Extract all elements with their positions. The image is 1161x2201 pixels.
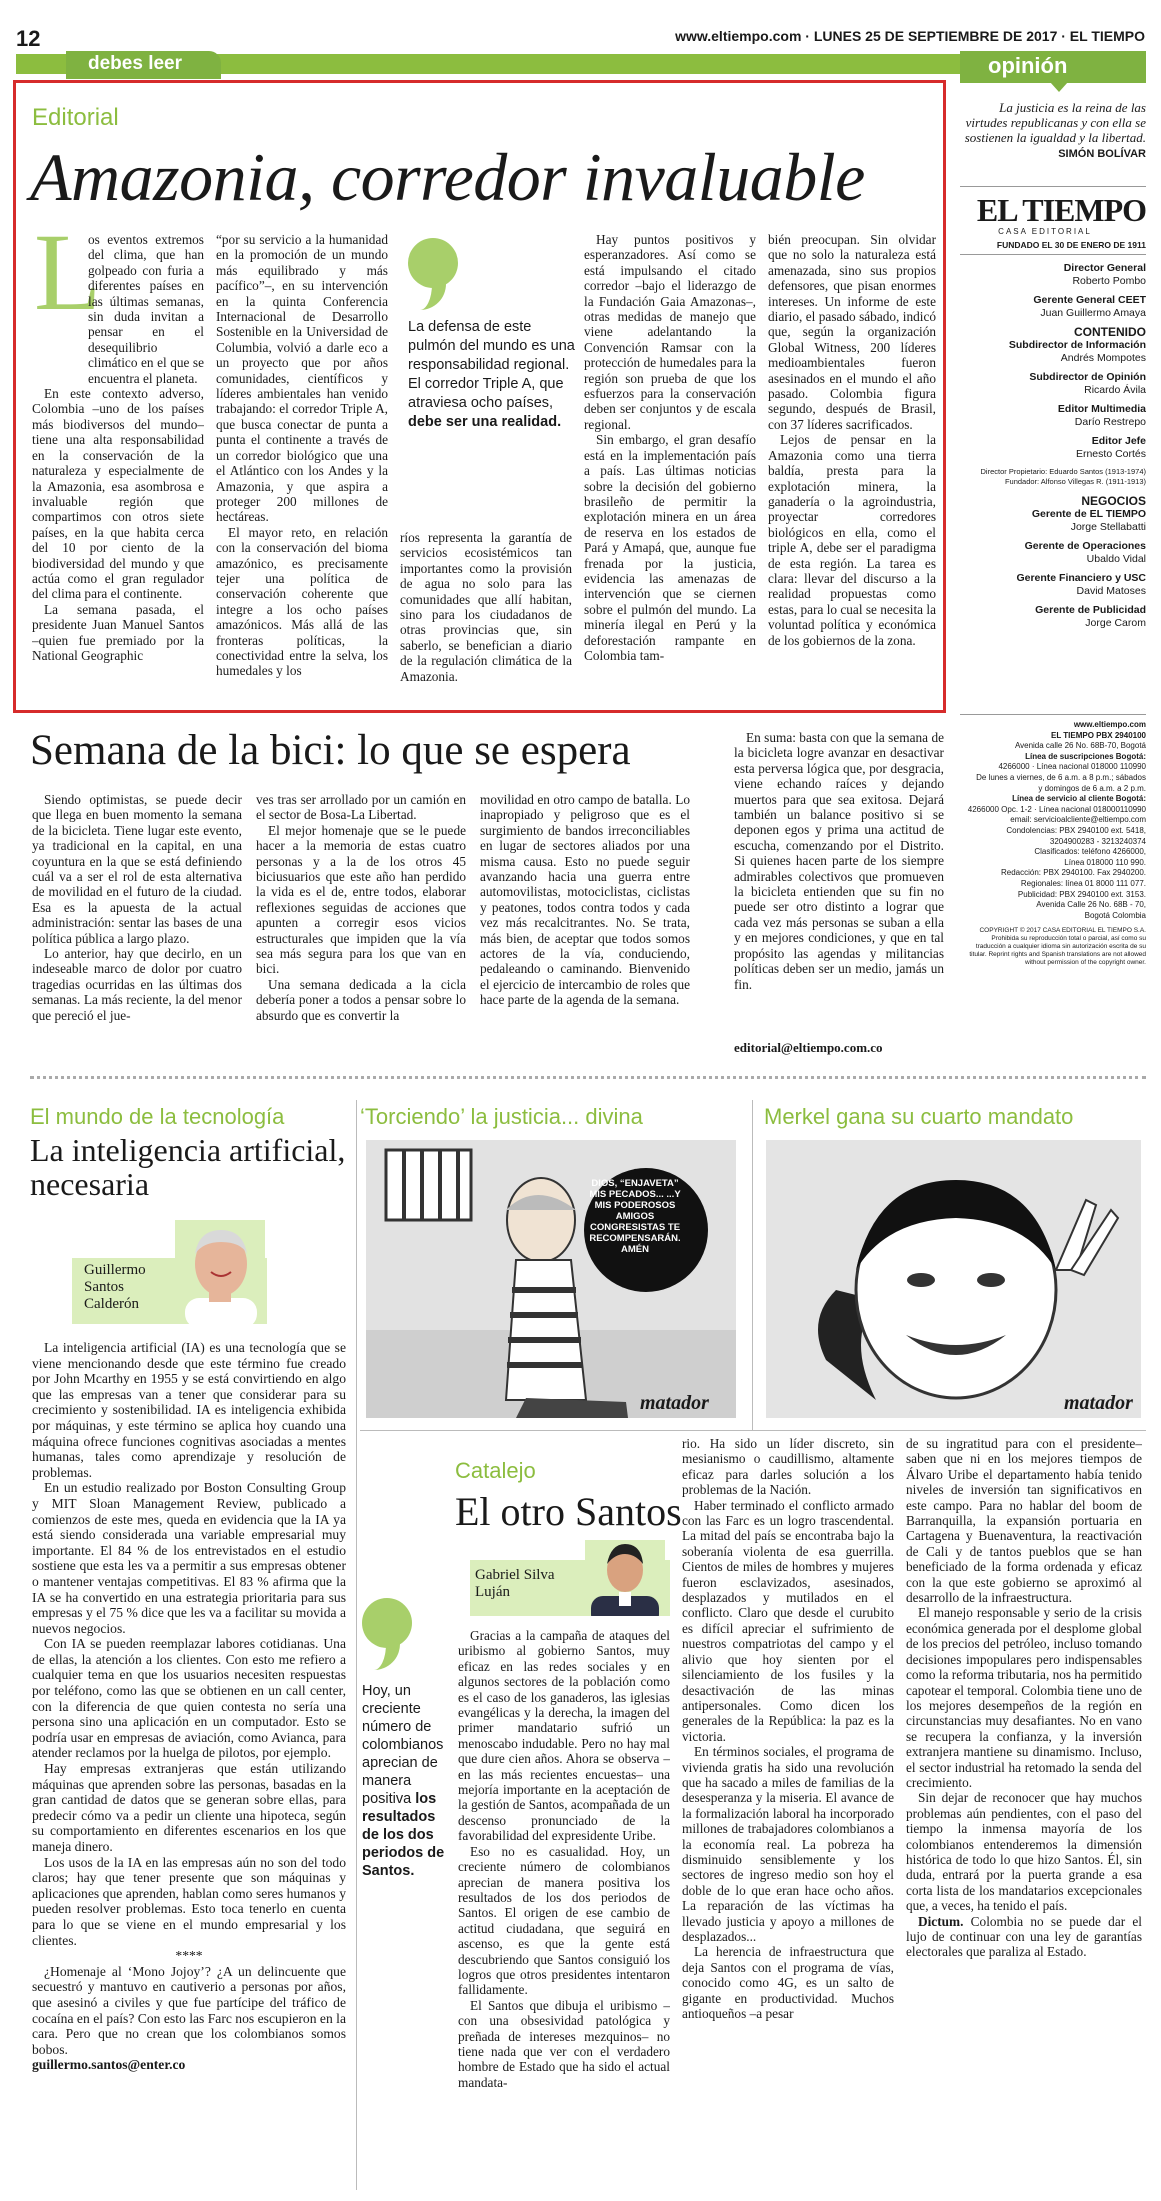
catalejo-pull-quote: Hoy, un creciente número de colombianos aprecian de manera positiva los resultados de los dos periodos de Santos. bbox=[362, 1683, 445, 1879]
tab-debes-leer[interactable]: debes leer bbox=[66, 51, 221, 79]
date-line: www.eltiempo.com · LUNES 25 DE SEPTIEMBRE DE 2017 · EL TIEMPO bbox=[675, 28, 1145, 44]
catalejo-title: El otro Santos bbox=[455, 1489, 682, 1534]
bici-email[interactable]: editorial@eltiempo.com.co bbox=[734, 1040, 883, 1055]
masthead-divider bbox=[960, 186, 1146, 187]
avatar bbox=[585, 1540, 665, 1616]
masthead-staff: Director General Roberto Pombo Gerente General CEET Juan Guillermo Amaya CONTENIDO Subdirector de Información Andrés Mompotes Subdirector de Opinión Ricardo Ávila Editor Multimedia Darío Restrepo Editor Jefe Ernesto Cortés Director Propietario: Eduardo Santos (1913-1974) Fundador: Alfonso Villegas R. (1911-1913) NEGOCIOS Gerente de EL TIEMPO Jorge Stellabatti Gerente de Operaciones Ubaldo Vidal Gerente Financiero y USC David Matoses Gerente de Publicidad Jorge Carom bbox=[980, 262, 1146, 629]
catalejo-col-3: de su ingratitud para con el presidente– saben que ni en los mejores tiempos de Álvaro Uribe el departamento había tenido niveles de inversión tan significativos en este campo. Para no hablar del boom de Barranquilla, la expansión portuaria en Cartagena y Buenaventura, la reactivación de Cali y de tantos pueblos que se han beneficiado de la forma ordenada y eficaz con la que este gobierno se aproximó al desarrollo de la infraestructura. El manejo responsable y serio de la crisis económica generada por el desplome global de los precios del petróleo, incluso tomando decisiones impopulares pero indispensables como la reforma tributaria, nos ha permitido capotear el temporal. Colombia tiene uno de los mejores desempeños de la región en circunstancias muy desafiantes. No en vano se recupera la confianza, y la inversión extranjera mantiene su dinamismo. Incluso, el sector industrial ha retomado la senda del crecimiento. Sin dejar de reconocer que hay muchos problemas aún pendientes, con el paso del tiempo la inmensa mayoría de los colombianos entenderemos la dimensión histórica de todo lo que hizo Santos. Él, sin duda, entrará por la puerta grande a esa corta lista de los mandatarios excepcionales que, a veces, ha tenido el país. Dictum. Colombia no se puede dar el lujo de continuar con una ley de garantías electorales que paraliza al Estado. bbox=[906, 1436, 1142, 1960]
col-divider-2 bbox=[752, 1100, 753, 1430]
masthead-casa: CASA EDITORIAL bbox=[998, 227, 1092, 236]
editorial-col-3: ríos representa la garantía de servicios ecosistémicos tan importantes como la provisión de agua no solo para las comunidades que allí habitan, sino para los ciudadanos de otras provincias que, sin saberlo, se benefician a diario de la regulación climática de la Amazonia. bbox=[400, 530, 572, 684]
cartoon-merkel bbox=[766, 1140, 1141, 1418]
bici-col-2: ves tras ser arrollado por un camión en el sector de Bosa-La Libertad. El mejor homenaje que se le puede hacer a la memoria de estas cuatro personas y a la de los otros 45 biciusuarios que este año han perdido la vida es el de, entre todos, elaborar reflexiones seguidas de acciones que apunten a corregir esos vicios estructurales que impiden que la vía sea más segura para los que van en bici. Una semana dedicada a la cicla debería poner a todos a pensar sobre lo absurdo que es convertir la bbox=[256, 792, 466, 1023]
editorial-col-4: Hay puntos positivos y esperanzadores. Así como se está impulsando el citado corredor –bajo el liderazgo de la Fundación Gaia Amazonas–, otras medidas de manejo que viene adelantando la Convención Ramsar con la protección de humedales para la región son prueba de que los esfuerzos para la conservación deben ser conjuntos y de escala regional. Sin embargo, el gran desafío está en la implementación país a país. Las últimas noticias sobre la decisión del gobierno brasileño de permitir la explotación minera en un área de reserva en los estados de Pará y Amapá, que, aunque fue frenada por la justicia, evidencia las amenazas de intervención que se ciernen sobre el pulmón del mundo. La minería ilegal en Perú y la deforestación rampante en Colombia tam- bbox=[584, 232, 756, 663]
bici-col-3: movilidad en otro campo de batalla. Lo inapropiado y peligroso que es el surgimiento de bandos irreconciliables en lugar de sectores aliados por una misma causa. Esto no puede seguir avanzando hacia una guerra entre automovilistas, motociclistas, ciclistas y peatones, todos contra todos y cada vez más recalcitrantes. No. Se trata, más bien, de aceptar que todos somos actores de la vía, conduciendo, pedaleando o caminando. Bienvenido el ejercicio de intercambio de roles que hace parte de la agenda de la semana. bbox=[480, 792, 690, 1008]
catalejo-author: Gabriel Silva Luján bbox=[475, 1567, 555, 1600]
bolivar-quote: La justicia es la reina de las virtudes republicanas y con ella se sostienen la igualdad y la libertad. SIMÓN BOLÍVAR bbox=[964, 100, 1146, 160]
masthead-founded: FUNDADO EL 30 DE ENERO DE 1911 bbox=[996, 240, 1146, 250]
editorial-col-1: os eventos extremos del clima, que han golpeado con furia a diferentes países en las últimas semanas, sin duda invitan a pensar en el desequilibrio climático en el que se encuentra el planeta. En este contexto adverso, Colombia –uno de los países más biodiversos del mundo– tiene una alta responsabilidad en la conservación de la naturaleza y especialmente de la Amazonia, esa asombrosa e invaluable región que compartimos con otros siete países, en la que habita cerca del 10 por ciento de la biodiversidad del mundo y que actúa como el gran regulador del clima para el continente. La semana pasada, el presidente Juan Manuel Santos –quien fue premiado por la National Geographic bbox=[32, 232, 204, 663]
catalejo-col-2: rio. Ha sido un líder discreto, sin mesianismo o caudillismo, altamente eficaz para darles solución a los problemas de la Nación. Haber terminado el conflicto armado con las Farc es un logro trascendental. La mitad del país se encontraba bajo la soberanía violenta de esa guerrilla. Cientos de miles de hombres y mujeres fueron esclavizados, asesinados, desplazados y mutilados en el conflicto. Claro que desde el curubito es difícil apreciar el sufrimiento de nuestros compatriotas del campo y el alivio que hoy sienten por el silenciamiento de los fusiles y la desactivación de las minas antipersonales. Como dicen los generales de la República: la paz es la victoria. En términos sociales, el programa de vivienda gratis ha sido una revolución que ha sacado a miles de familias de la desesperanza y la miseria. El avance de la formalización laboral ha incorporado millones de trabajadores colombianos a la economía real. La pobreza ha disminuido sensiblemente y los sectores de ingreso medio son hoy el doble de lo que eran hace ocho años. La reparación de las víctimas ha llevado justicia y apoyo a millones de desplazados... La herencia de infraestructura que deja Santos con el programa de vías, conocido como 4G, es un salto de gigante en productividad. Muchos antioqueños –a pesar bbox=[682, 1436, 894, 2022]
tech-kicker: El mundo de la tecnología bbox=[30, 1104, 285, 1129]
quote-mark-tail bbox=[374, 1632, 400, 1670]
cartoon1-signature: matador bbox=[640, 1392, 709, 1414]
avatar bbox=[175, 1220, 265, 1324]
bici-col-4: En suma: basta con que la semana de la bicicleta logre avanzar en desactivar esta perversa lógica que, por desgracia, viene echando raíces y dejando muertos para que sea exitosa. Dejará también un balance positivo si se deponen egos y prima una actitud de escucha, comenzando por el Distrito. Si quienes hacen parte de los siempre admirables colectivos que promueven la bicicleta entienden que su fin no puede ser otro distinto a lograr que cada vez más personas se suban a ella y en mejores condiciones, y que en tal propósito las agendas y militancias políticas deben ser un medio, jamás un fin. bbox=[734, 730, 944, 992]
editorial-dropcap: L bbox=[34, 211, 102, 333]
catalejo-col-1: Gracias a la campaña de ataques del uribismo al gobierno Santos, muy eficaz en las redes sociales y en algunos sectores de la población como es el caso de los ganaderos, las iglesias evangélicas y la derecha, la imagen del primer mandatario sufrió un menoscabo indudable. Pero no hay mal que dure cien años. Ahora se observa –en las más recientes encuestas– una mejoría importante en la aceptación de la gestión de Santos, acompañada de un descenso pronunciado de la favorabilidad del expresidente Uribe. Eso no es casualidad. Hoy, un creciente número de colombianos aprecian de manera positiva los resultados de los dos periodos de Santos. El origen de ese cambio de actitud ciudadana, que seguirá en ascenso, es que la gente está descubriendo que Santos consiguió los logros que otros presidentes intentaron fallidamente. El Santos que dibuja el uribismo –con una obsesividad patológica y preñada de intereses mezquinos– no tiene nada que ver con el verdadero hombre de Estado que ha sido el actual mandata- bbox=[458, 1628, 670, 2090]
editorial-pull-quote: La defensa de este pulmón del mundo es una responsabilidad regional. El corredor Triple A, que atraviesa ocho países, debe ser una realidad. bbox=[408, 319, 575, 430]
masthead-divider-3 bbox=[960, 714, 1146, 715]
masthead-divider-2 bbox=[960, 254, 1146, 255]
tech-title: La inteligencia artificial, necesaria bbox=[30, 1132, 346, 1202]
editorial-col-2: “por su servicio a la humanidad en la promoción de un mundo más equilibrado y más pacífico”–, en su intervención en la quinta Conferencia Internacional de Desarrollo Sostenible en la Universidad de Columbia, volvió a darle eco a un proyecto que por años comunidades, científicos y líderes ambientales han venido trabajando: el corredor Triple A, que busca conectar de punta a punta el continente a través de un corredor biológico que una el Atlántico con los Andes y la Amazonia, y que aspira a proteger 200 millones de hectáreas. El mayor reto, en relación con la conservación del bioma amazónico, es precisamente tejer una política de conservación coherente que integre a los ocho países amazónicos. Más allá de las fronteras políticas, la conectividad entre la selva, los humedales y los bbox=[216, 232, 388, 679]
section-divider bbox=[30, 1076, 1146, 1079]
masthead-logo: EL TIEMPO bbox=[976, 192, 1146, 228]
editorial-title: Amazonia, corredor invaluable bbox=[30, 139, 865, 215]
catalejo-kicker: Catalejo bbox=[455, 1458, 536, 1483]
masthead-contact: www.eltiempo.com EL TIEMPO PBX 2940100 Avenida calle 26 No. 68B-70, Bogotá Línea de suscripciones Bogotá: 4266000 · Línea nacional 018000 110990 De lunes a viernes, de 6 a.m. a 8 p.m.; sábados y domingos de 6 a.m. a 2 p.m. Línea de servicio al cliente Bogotá: 4266000 Opc. 1-2 · Línea nacional 018000110990 email: servicioalcliente@eltiempo.com Condolencias: PBX 2940100 ext. 5418, 3204900283 - 3213240374 Clasificados: teléfono 4266000, Línea 018000 110 990. Redacción: PBX 2940100. Fax 2940200. Regionales: línea 01 8000 111 077. Publicidad: PBX 2940100 ext. 3153. Avenida Calle 26 No. 68B - 70, Bogotá Colombia COPYRIGHT © 2017 CASA EDITORIAL EL TIEMPO S.A. Prohibida su reproducción total o parcial, así como su traducción a cualquier idioma sin autorización escrita de su titular. Reprint rights and Spanish translations are not allowed without permission of the copyright owner. bbox=[967, 720, 1146, 967]
cartoon1-title: ‘Torciendo’ la justicia... divina bbox=[360, 1104, 643, 1129]
tab-opinion[interactable]: opinión bbox=[960, 51, 1146, 83]
editorial-kicker: Editorial bbox=[32, 104, 119, 131]
bici-title: Semana de la bici: lo que se espera bbox=[30, 727, 631, 774]
cartoon2-signature: matador bbox=[1064, 1392, 1133, 1414]
cartoon2-title: Merkel gana su cuarto mandato bbox=[764, 1104, 1074, 1129]
tech-body: La inteligencia artificial (IA) es una tecnología que se viene mencionando desde que este término fue creado por John Mcarthy en 1955 y se está convirtiendo en algo que las empresas van a tener que considerar para su crecimiento y sostenibilidad. IA es inteligencia exhibida por máquinas, y este término se aplica hoy cuando una máquina ofrece funciones cognitivas asociadas a mentes humanas, tales como aprendizaje y resolución de problemas. En un estudio realizado por Boston Consulting Group y MIT Sloan Management Review, publicado a comienzos de este mes, queda en evidencia que la IA ya está siendo considerada una variable empresarial muy importante. El 84 % de los entrevistados en el estudio sostiene que esta les va a permitir a sus empresas obtener o mantener ventajas competitivas. El 83 % afirma que la IA se ha convertido en una estrategia prioritaria para sus empresas y el 75 % dice que les va a facilitar su movida a nuevos negocios. Con IA se pueden reemplazar labores cotidianas. Una de ellas, la atención a los clientes. Con esto me refiero a cualquier tema en que los usuarios necesiten respuestas por teléfono, como las que se obtienen en un call center, con la diferencia de que quien contesta no sería una persona sino una aplicación en un computador. Esto se podría usar en empresas de aviación, como Avianca, para atender reclamos por la huelga de pilotos, por ejemplo. Hay empresas extranjeras que están utilizando máquinas que aprenden sobre las personas, basadas en la gran cantidad de datos que se generan sobre ellas, para predecir cómo va a pedir un cliente una hipoteca, según su comportamiento en diferentes escenarios en los que maneja dinero. Los usos de la IA en las empresas aún no son del todo claros; hay que tener presente que son máquinas y aplicaciones que aprenden, hablan como seres humanos y pueden resolver problemas. Esto toca tenerlo en cuenta para lo que se viene en el mundo empresarial y los clientes. **** ¿Homenaje al ‘Mono Jojoy’? ¿A un delincuente que secuestró y mantuvo en cautiverio a personas por años, que asesinó a civiles y que fue partícipe del tráfico de cocaína en el país? Con esto las Farc nos escupieron en la cara. Pero que no crean que los colombianos somos bobos. guillermo.santos@enter.co bbox=[32, 1340, 346, 2073]
opinion-tab-pointer bbox=[1050, 82, 1068, 92]
cartoon1-bubble: DIOS, “ENJAVETA” MIS PECADOS... ...Y MIS PODEROSOS AMIGOS CONGRESISTAS TE RECOMPENSARÁN. AMÉN bbox=[589, 1178, 681, 1255]
editorial-col-5: bién preocupan. Sin olvidar que no solo la naturaleza está amenazada, sino sus propios defensores, que pisan enormes intereses. Un informe de este diario, el pasado sábado, indicó que, según la organización Global Witness, 200 líderes medioambientales fueron asesinados en el mundo el año pasado. Colombia figura segundo, después de Brasil, con 37 líderes sacrificados. Lejos de pensar en la Amazonia como una tierra baldía, presta para la explotación minera, la ganadería o la agroindustria, proyectar corredores biológicos en ella, como el triple A, debe ser el paradigma de esta región. La tarea es clara: llevar del discurso a la realidad propuestas como estas, para lo cual se necesita la voluntad política y económica de los gobiernos de la zona. bbox=[768, 232, 936, 648]
page-number: 12 bbox=[16, 26, 41, 51]
cartoon-divider bbox=[360, 1430, 1146, 1431]
bici-col-1: Siendo optimistas, se puede decir que llega en buen momento la semana de la bicicleta. Tiene lugar este evento, ya tradicional en la capital, en una coyuntura en la que se está definiendo cuál va a ser el rol de esta alternativa de movilidad en el futuro de la ciudad. Esa es la apuesta de la actual administración: sentar las bases de una política pública a largo plazo. Lo anterior, hay que decirlo, en un indeseable marco de dolor por cuatro tragedias ocurridas en las últimas dos semanas. La más reciente, la del menor que pereció el jue- bbox=[32, 792, 242, 1023]
col-divider-1 bbox=[356, 1100, 357, 2190]
tech-author: Guillermo Santos Calderón bbox=[84, 1262, 146, 1312]
